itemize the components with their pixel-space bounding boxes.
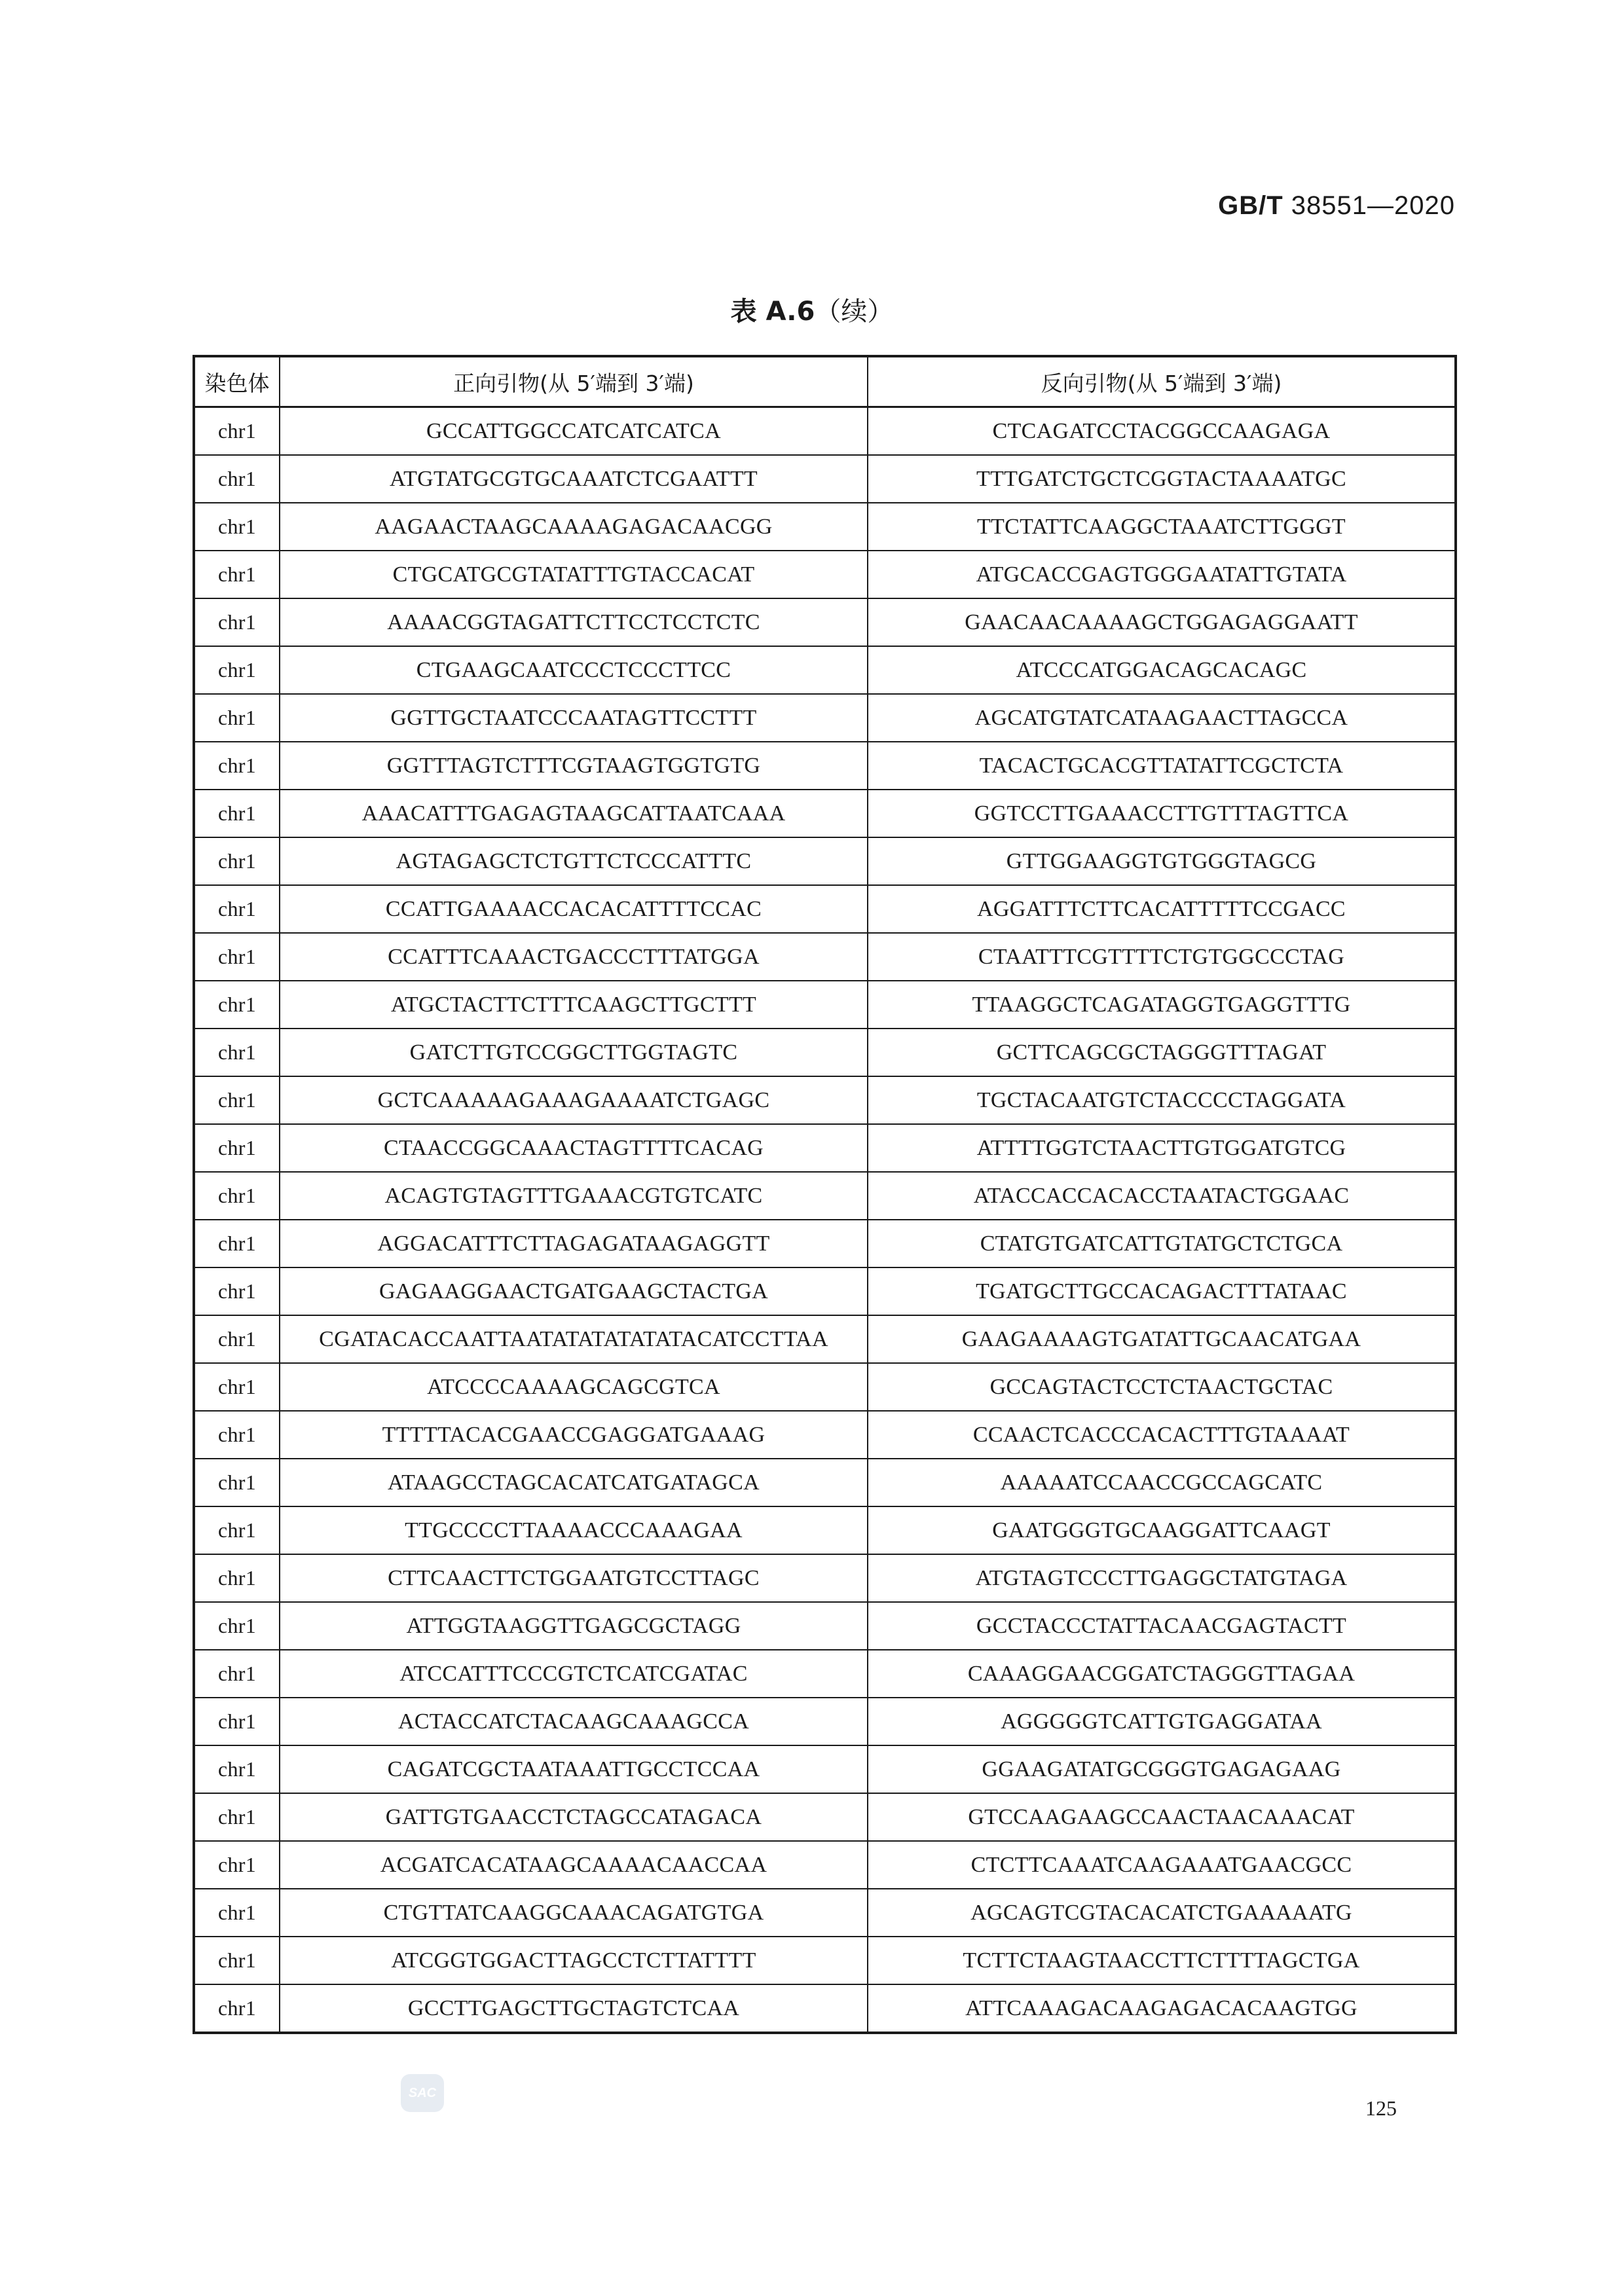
cell-reverse-primer: AGCATGTATCATAAGAACTTAGCCA: [868, 694, 1456, 742]
cell-reverse-primer: CTCTTCAAATCAAGAAATGAACGCC: [868, 1841, 1456, 1889]
table-row: [194, 1459, 1456, 1506]
cell-forward-primer: AAACATTTGAGAGTAAGCATTAATCAAA: [280, 790, 868, 837]
cell-forward-primer: AAAACGGTAGATTCTTCCTCCTCTC: [280, 598, 868, 646]
cell-chromosome: chr1: [194, 646, 280, 694]
cell-forward-primer: CTTCAACTTCTGGAATGTCCTTAGC: [280, 1554, 868, 1602]
cell-chromosome: chr1: [194, 1793, 280, 1841]
cell-chromosome: chr1: [194, 1554, 280, 1602]
column-header-forward-primer: 正向引物(从 5′端到 3′端): [280, 356, 868, 407]
cell-chromosome: chr1: [194, 1506, 280, 1554]
cell-forward-primer: AAGAACTAAGCAAAAGAGACAACGG: [280, 503, 868, 551]
table-row: [194, 1984, 1456, 2033]
table-title: [0, 291, 1624, 328]
cell-reverse-primer: GAACAACAAAAGCTGGAGAGGAATT: [868, 598, 1456, 646]
cell-forward-primer: CCATTTCAAACTGACCCTTTATGGA: [280, 933, 868, 981]
cell-chromosome: chr1: [194, 1363, 280, 1411]
table-row: [194, 407, 1456, 456]
column-header-chromosome: 染色体: [194, 356, 280, 407]
cell-reverse-primer: AGGGGGTCATTGTGAGGATAA: [868, 1698, 1456, 1745]
cell-chromosome: chr1: [194, 1029, 280, 1076]
cell-chromosome: chr1: [194, 1411, 280, 1459]
table-row: [194, 1506, 1456, 1554]
table-row: [194, 1937, 1456, 1984]
cell-reverse-primer: ATGTAGTCCCTTGAGGCTATGTAGA: [868, 1554, 1456, 1602]
table-row: [194, 503, 1456, 551]
cell-reverse-primer: TGATGCTTGCCACAGACTTTATAAC: [868, 1267, 1456, 1315]
cell-reverse-primer: CTATGTGATCATTGTATGCTCTGCA: [868, 1220, 1456, 1267]
cell-chromosome: chr1: [194, 1076, 280, 1124]
cell-chromosome: chr1: [194, 981, 280, 1029]
cell-reverse-primer: CTCAGATCCTACGGCCAAGAGA: [868, 407, 1456, 456]
table-row: [194, 933, 1456, 981]
cell-forward-primer: GGTTTAGTCTTTCGTAAGTGGTGTG: [280, 742, 868, 790]
standard-code: [1218, 191, 1455, 221]
cell-chromosome: chr1: [194, 1650, 280, 1698]
cell-reverse-primer: ATACCACCACACCTAATACTGGAAC: [868, 1172, 1456, 1220]
table-row: [194, 455, 1456, 503]
table-row: [194, 1267, 1456, 1315]
table-row: [194, 1076, 1456, 1124]
cell-reverse-primer: GTTGGAAGGTGTGGGTAGCG: [868, 837, 1456, 885]
standard-prefix: GB/T: [1218, 191, 1283, 220]
table-row: [194, 790, 1456, 837]
cell-reverse-primer: TTAAGGCTCAGATAGGTGAGGTTTG: [868, 981, 1456, 1029]
cell-reverse-primer: CCAACTCACCCACACTTTGTAAAAT: [868, 1411, 1456, 1459]
table-row: [194, 1841, 1456, 1889]
cell-chromosome: chr1: [194, 1267, 280, 1315]
table-row: [194, 1602, 1456, 1650]
table-row: [194, 1650, 1456, 1698]
cell-reverse-primer: GCCAGTACTCCTCTAACTGCTAC: [868, 1363, 1456, 1411]
cell-reverse-primer: AGCAGTCGTACACATCTGAAAAATG: [868, 1889, 1456, 1937]
cell-forward-primer: CTGTTATCAAGGCAAACAGATGTGA: [280, 1889, 868, 1937]
cell-chromosome: chr1: [194, 598, 280, 646]
cell-forward-primer: ATCCATTTCCCGTCTCATCGATAC: [280, 1650, 868, 1698]
table-row: [194, 694, 1456, 742]
cell-chromosome: chr1: [194, 1315, 280, 1363]
table-body: [194, 407, 1456, 2033]
cell-reverse-primer: GAAGAAAAGTGATATTGCAACATGAA: [868, 1315, 1456, 1363]
cell-forward-primer: TTTTTACACGAACCGAGGATGAAAG: [280, 1411, 868, 1459]
cell-chromosome: chr1: [194, 1937, 280, 1984]
table-row: [194, 1745, 1456, 1793]
cell-forward-primer: ATGCTACTTCTTTCAAGCTTGCTTT: [280, 981, 868, 1029]
table-title-suffix: （续）: [815, 297, 894, 327]
table-row: [194, 1220, 1456, 1267]
cell-forward-primer: AGTAGAGCTCTGTTCTCCCATTTC: [280, 837, 868, 885]
cell-forward-primer: TTGCCCCTTAAAACCCAAAGAA: [280, 1506, 868, 1554]
cell-chromosome: chr1: [194, 551, 280, 598]
table-row: [194, 1363, 1456, 1411]
cell-reverse-primer: TGCTACAATGTCTACCCCTAGGATA: [868, 1076, 1456, 1124]
table-row: [194, 837, 1456, 885]
cell-reverse-primer: CAAAGGAACGGATCTAGGGTTAGAA: [868, 1650, 1456, 1698]
cell-forward-primer: ATCCCCAAAAGCAGCGTCA: [280, 1363, 868, 1411]
cell-chromosome: chr1: [194, 1172, 280, 1220]
cell-reverse-primer: ATTTTGGTCTAACTTGTGGATGTCG: [868, 1124, 1456, 1172]
table-row: [194, 1793, 1456, 1841]
cell-chromosome: chr1: [194, 1984, 280, 2033]
table-row: [194, 742, 1456, 790]
cell-reverse-primer: GGTCCTTGAAACCTTGTTTAGTTCA: [868, 790, 1456, 837]
cell-reverse-primer: TTTGATCTGCTCGGTACTAAAATGC: [868, 455, 1456, 503]
cell-reverse-primer: GTCCAAGAAGCCAACTAACAAACAT: [868, 1793, 1456, 1841]
cell-chromosome: chr1: [194, 694, 280, 742]
cell-reverse-primer: GAATGGGTGCAAGGATTCAAGT: [868, 1506, 1456, 1554]
cell-chromosome: chr1: [194, 790, 280, 837]
cell-chromosome: chr1: [194, 1841, 280, 1889]
table-row: [194, 885, 1456, 933]
primer-table: [193, 355, 1457, 2034]
cell-chromosome: chr1: [194, 742, 280, 790]
cell-forward-primer: ATTGGTAAGGTTGAGCGCTAGG: [280, 1602, 868, 1650]
cell-chromosome: chr1: [194, 407, 280, 456]
table-row: [194, 981, 1456, 1029]
cell-forward-primer: GATCTTGTCCGGCTTGGTAGTC: [280, 1029, 868, 1076]
cell-chromosome: chr1: [194, 1698, 280, 1745]
cell-forward-primer: GAGAAGGAACTGATGAAGCTACTGA: [280, 1267, 868, 1315]
table-row: [194, 1315, 1456, 1363]
cell-reverse-primer: TTCTATTCAAGGCTAAATCTTGGGT: [868, 503, 1456, 551]
cell-reverse-primer: ATTCAAAGACAAGAGACACAAGTGG: [868, 1984, 1456, 2033]
cell-forward-primer: GCTCAAAAAGAAAGAAAATCTGAGC: [280, 1076, 868, 1124]
cell-forward-primer: GATTGTGAACCTCTAGCCATAGACA: [280, 1793, 868, 1841]
cell-reverse-primer: ATGCACCGAGTGGGAATATTGTATA: [868, 551, 1456, 598]
cell-chromosome: chr1: [194, 1889, 280, 1937]
cell-forward-primer: AGGACATTTCTTAGAGATAAGAGGTT: [280, 1220, 868, 1267]
cell-chromosome: chr1: [194, 1602, 280, 1650]
cell-chromosome: chr1: [194, 933, 280, 981]
cell-forward-primer: ACTACCATCTACAAGCAAAGCCA: [280, 1698, 868, 1745]
cell-chromosome: chr1: [194, 1459, 280, 1506]
cell-chromosome: chr1: [194, 837, 280, 885]
table-row: [194, 1411, 1456, 1459]
cell-reverse-primer: CTAATTTCGTTTTCTGTGGCCCTAG: [868, 933, 1456, 981]
cell-reverse-primer: GGAAGATATGCGGGTGAGAGAAG: [868, 1745, 1456, 1793]
table-row: [194, 1554, 1456, 1602]
column-header-reverse-primer: 反向引物(从 5′端到 3′端): [868, 356, 1456, 407]
cell-reverse-primer: AGGATTTCTTCACATTTTTCCGACC: [868, 885, 1456, 933]
cell-forward-primer: CCATTGAAAACCACACATTTTCCAC: [280, 885, 868, 933]
cell-forward-primer: CTGAAGCAATCCCTCCCTTCC: [280, 646, 868, 694]
cell-chromosome: chr1: [194, 1745, 280, 1793]
cell-chromosome: chr1: [194, 1220, 280, 1267]
cell-forward-primer: GCCATTGGCCATCATCATCA: [280, 407, 868, 456]
standard-number: 38551—2020: [1291, 191, 1455, 220]
cell-forward-primer: ATGTATGCGTGCAAATCTCGAATTT: [280, 455, 868, 503]
cell-reverse-primer: ATCCCATGGACAGCACAGC: [868, 646, 1456, 694]
cell-forward-primer: CTGCATGCGTATATTTGTACCACAT: [280, 551, 868, 598]
table-row: [194, 551, 1456, 598]
table-title-main: 表 A.6: [730, 297, 815, 327]
cell-forward-primer: ATCGGTGGACTTAGCCTCTTATTTT: [280, 1937, 868, 1984]
cell-chromosome: chr1: [194, 885, 280, 933]
cell-forward-primer: CTAACCGGCAAACTAGTTTTCACAG: [280, 1124, 868, 1172]
cell-reverse-primer: GCTTCAGCGCTAGGGTTTAGAT: [868, 1029, 1456, 1076]
table-header-row: [194, 356, 1456, 407]
cell-forward-primer: GCCTTGAGCTTGCTAGTCTCAA: [280, 1984, 868, 2033]
page-number: 125: [1365, 2096, 1397, 2120]
cell-reverse-primer: AAAAATCCAACCGCCAGCATC: [868, 1459, 1456, 1506]
cell-reverse-primer: TACACTGCACGTTATATTCGCTCTA: [868, 742, 1456, 790]
table-row: [194, 646, 1456, 694]
table-row: [194, 1172, 1456, 1220]
cell-chromosome: chr1: [194, 455, 280, 503]
cell-forward-primer: ATAAGCCTAGCACATCATGATAGCA: [280, 1459, 868, 1506]
table-row: [194, 1029, 1456, 1076]
table-row: [194, 1889, 1456, 1937]
cell-chromosome: chr1: [194, 1124, 280, 1172]
table-row: [194, 1698, 1456, 1745]
cell-reverse-primer: GCCTACCCTATTACAACGAGTACTT: [868, 1602, 1456, 1650]
table-row: [194, 1124, 1456, 1172]
cell-forward-primer: ACGATCACATAAGCAAAACAACCAA: [280, 1841, 868, 1889]
table-row: [194, 598, 1456, 646]
cell-forward-primer: ACAGTGTAGTTTGAAACGTGTCATC: [280, 1172, 868, 1220]
cell-forward-primer: GGTTGCTAATCCCAATAGTTCCTTT: [280, 694, 868, 742]
sac-watermark-logo: SAC: [401, 2074, 444, 2112]
cell-chromosome: chr1: [194, 503, 280, 551]
cell-forward-primer: CGATACACCAATTAATATATATATATACATCCTTAA: [280, 1315, 868, 1363]
cell-forward-primer: CAGATCGCTAATAAATTGCCTCCAA: [280, 1745, 868, 1793]
cell-reverse-primer: TCTTCTAAGTAACCTTCTTTTAGCTGA: [868, 1937, 1456, 1984]
